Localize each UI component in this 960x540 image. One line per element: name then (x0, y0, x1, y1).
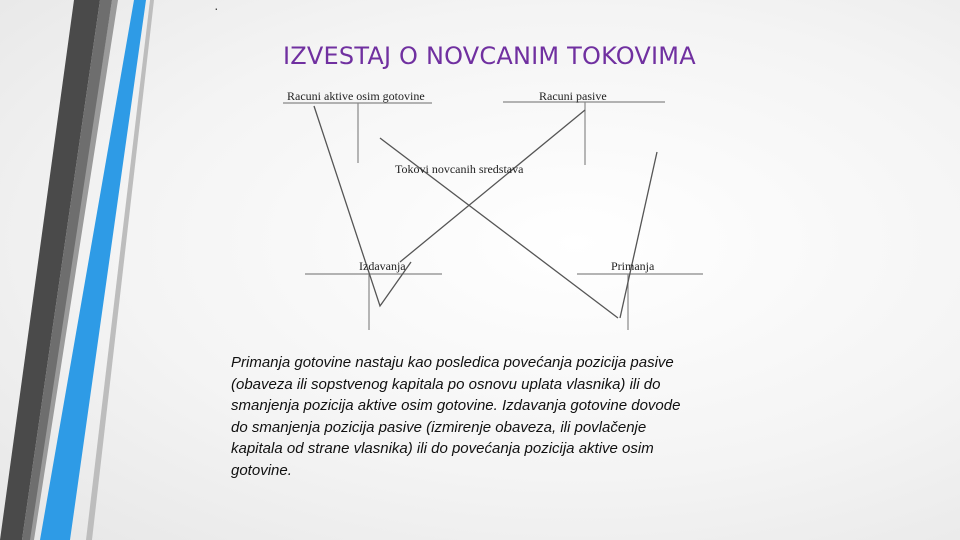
paragraph-line: smanjenja pozicija aktive osim gotovine. Izdavanja gotovine dovode (231, 397, 681, 414)
bullet-dot: · (214, 0, 219, 16)
label-cash-flows: Tokovi novcanih sredstava (395, 162, 524, 176)
label-payments: Izdavanja (359, 259, 406, 273)
paragraph-line: kapitala od strane vlasnika) ili do povećanja pozicija aktive osim (231, 440, 654, 457)
flow-line-liabilities-to-payments (400, 110, 585, 262)
explanation-paragraph (231, 352, 791, 481)
paragraph-line: do smanjenja pozicija pasive (izmirenje obaveza, ili povlačenje (231, 418, 647, 436)
paragraph-line: (obaveza ili sopstvenog kapitala po osnovu uplata vlasnika) ili do (231, 375, 661, 393)
label-assets-account: Racuni aktive osim gotovine (287, 89, 425, 103)
paragraph-line: Primanja gotovine nastaju kao posledica povećanja pozicija pasive (231, 354, 674, 371)
flow-line-liabilities-to-receipts (620, 152, 657, 318)
paragraph-line: gotovine. (231, 461, 292, 479)
t-account-payments (305, 274, 442, 330)
label-liabilities-account: Racuni pasive (539, 89, 607, 103)
t-account-assets (283, 103, 432, 163)
slide-title: IZVESTAJ O NOVCANIM TOKOVIMA (283, 42, 696, 70)
flow-line-assets-to-payments (314, 106, 411, 306)
label-receipts: Primanja (611, 259, 655, 273)
